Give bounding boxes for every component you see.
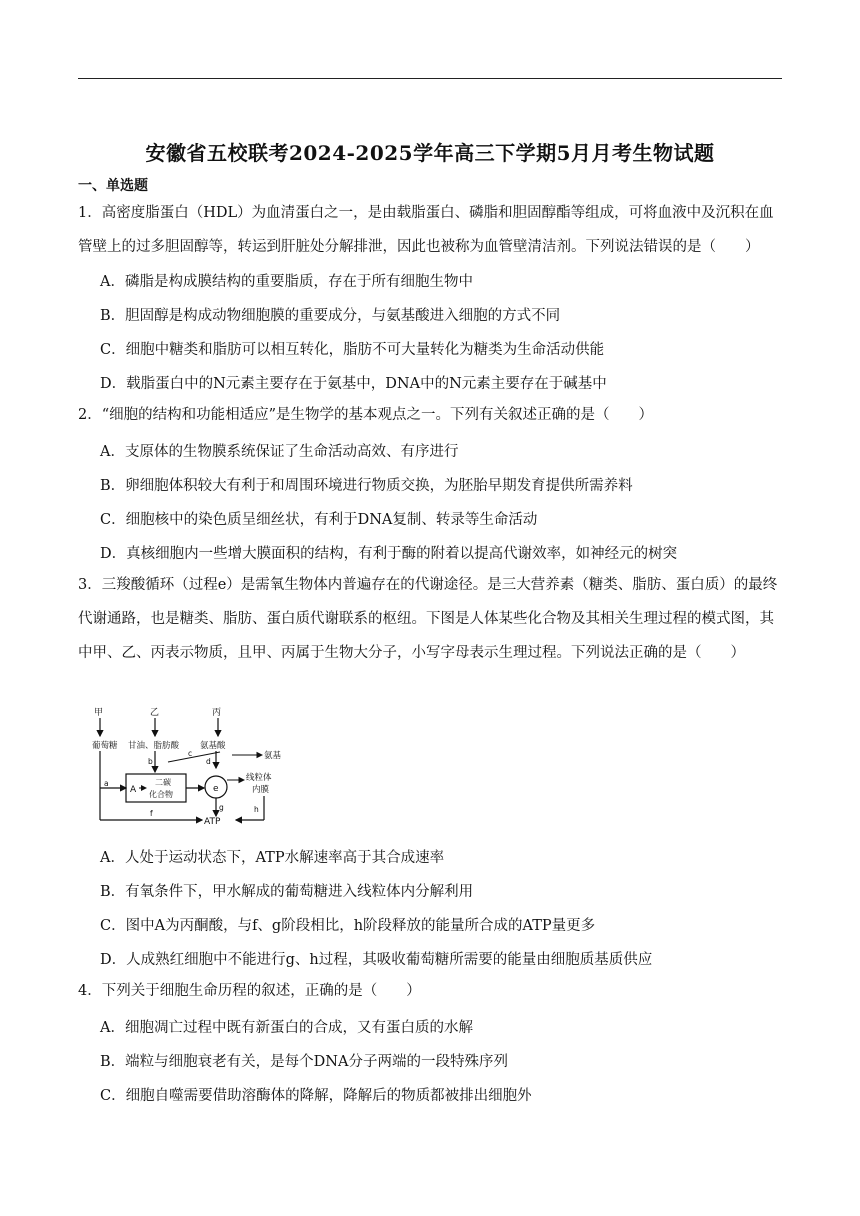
question-4-option-c: C．细胞自噬需要借助溶酶体的降解，降解后的物质都被排出细胞外 (100, 1088, 532, 1104)
label-compound-1: 二碳 (155, 778, 171, 787)
question-3-option-b: B．有氧条件下，甲水解成的葡萄糖进入线粒体内分解利用 (100, 884, 474, 900)
label-yi: 乙 (150, 708, 160, 718)
label-box-a: A (130, 785, 137, 795)
question-4-option-a: A．细胞凋亡过程中既有新蛋白的合成，又有蛋白质的水解 (100, 1020, 473, 1036)
question-1-option-d: D．载脂蛋白中的N元素主要存在于氨基中，DNA中的N元素主要存在于碱基中 (100, 376, 607, 392)
question-4-stem: 4．下列关于细胞生命历程的叙述，正确的是（ ） (78, 983, 421, 999)
label-mito-2: 内膜 (252, 785, 270, 795)
question-4-option-b: B．端粒与细胞衰老有关，是每个DNA分子两端的一段特殊序列 (100, 1054, 508, 1070)
question-3-option-a: A．人处于运动状态下，ATP水解速率高于其合成速率 (100, 850, 445, 866)
question-2-option-d: D．真核细胞内一些增大膜面积的结构，有利于酶的附着以提高代谢效率，如神经元的树突 (100, 546, 678, 562)
question-2-option-b: B．卵细胞体积较大有利于和周围环境进行物质交换，为胚胎早期发育提供所需养料 (100, 478, 633, 494)
label-d: d (206, 757, 211, 766)
label-e: e (213, 784, 219, 794)
label-g: g (219, 803, 224, 812)
label-glycerol: 甘油、脂肪酸 (128, 741, 180, 751)
label-mito-1: 线粒体 (246, 773, 272, 783)
question-3-stem: 3．三羧酸循环（过程e）是需氧生物体内普遍存在的代谢途径。是三大营养素（糖类、脂肪、蛋白质）的最终代谢通路，也是糖类、脂肪、蛋白质代谢联系的枢纽。下图是人体某些化合物及其相关生理过程的模式图，其中甲、乙、丙表示物质，且甲、丙属于生物大分子，小写字母表示生理过程。下列说法正确的是（ ） (78, 577, 778, 661)
question-3-option-d: D．人成熟红细胞中不能进行g、h过程，其吸收葡萄糖所需要的能量由细胞质基质供应 (100, 952, 653, 968)
question-1-option-c: C．细胞中糖类和脂肪可以相互转化，脂肪不可大量转化为糖类为生命活动供能 (100, 342, 605, 358)
question-3-option-c: C．图中A为丙酮酸，与f、g阶段相比，h阶段释放的能量所合成的ATP量更多 (100, 918, 596, 934)
label-amino-acid: 氨基酸 (200, 741, 226, 751)
label-compound-2: 化合物 (149, 790, 173, 799)
label-glucose: 葡萄糖 (92, 741, 118, 751)
page-title: 安徽省五校联考2024-2025学年高三下学期5月月考生物试题 (145, 141, 715, 165)
header-rule (78, 78, 782, 79)
question-2-option-a: A．支原体的生物膜系统保证了生命活动高效、有序进行 (100, 444, 459, 460)
label-f: f (150, 809, 153, 818)
label-h: h (254, 805, 259, 814)
question-1-stem: 1．高密度脂蛋白（HDL）为血清蛋白之一，是由载脂蛋白、磷脂和胆固醇酯等组成，可将血液中及沉积在血管壁上的过多胆固醇等，转运到肝脏处分解排泄，因此也被称为血管壁清洁剂。下列说法错误的是（ ） (78, 205, 774, 255)
label-amino-group: 氨基 (264, 751, 282, 761)
label-b: b (148, 757, 153, 766)
label-jia: 甲 (94, 708, 104, 718)
label-a: a (104, 779, 109, 788)
label-bing: 丙 (212, 708, 222, 718)
question-2-option-c: C．细胞核中的染色质呈细丝状，有利于DNA复制、转录等生命活动 (100, 512, 538, 528)
label-atp: ATP (204, 817, 221, 827)
metabolism-diagram (92, 706, 282, 828)
section-heading: 一、单选题 (78, 178, 148, 194)
question-2-stem: 2．“细胞的结构和功能相适应”是生物学的基本观点之一。下列有关叙述正确的是（ ） (78, 407, 654, 423)
question-1-option-b: B．胆固醇是构成动物细胞膜的重要成分，与氨基酸进入细胞的方式不同 (100, 308, 561, 324)
question-1-option-a: A．磷脂是构成膜结构的重要脂质，存在于所有细胞生物中 (100, 274, 473, 290)
label-c: c (188, 749, 193, 758)
